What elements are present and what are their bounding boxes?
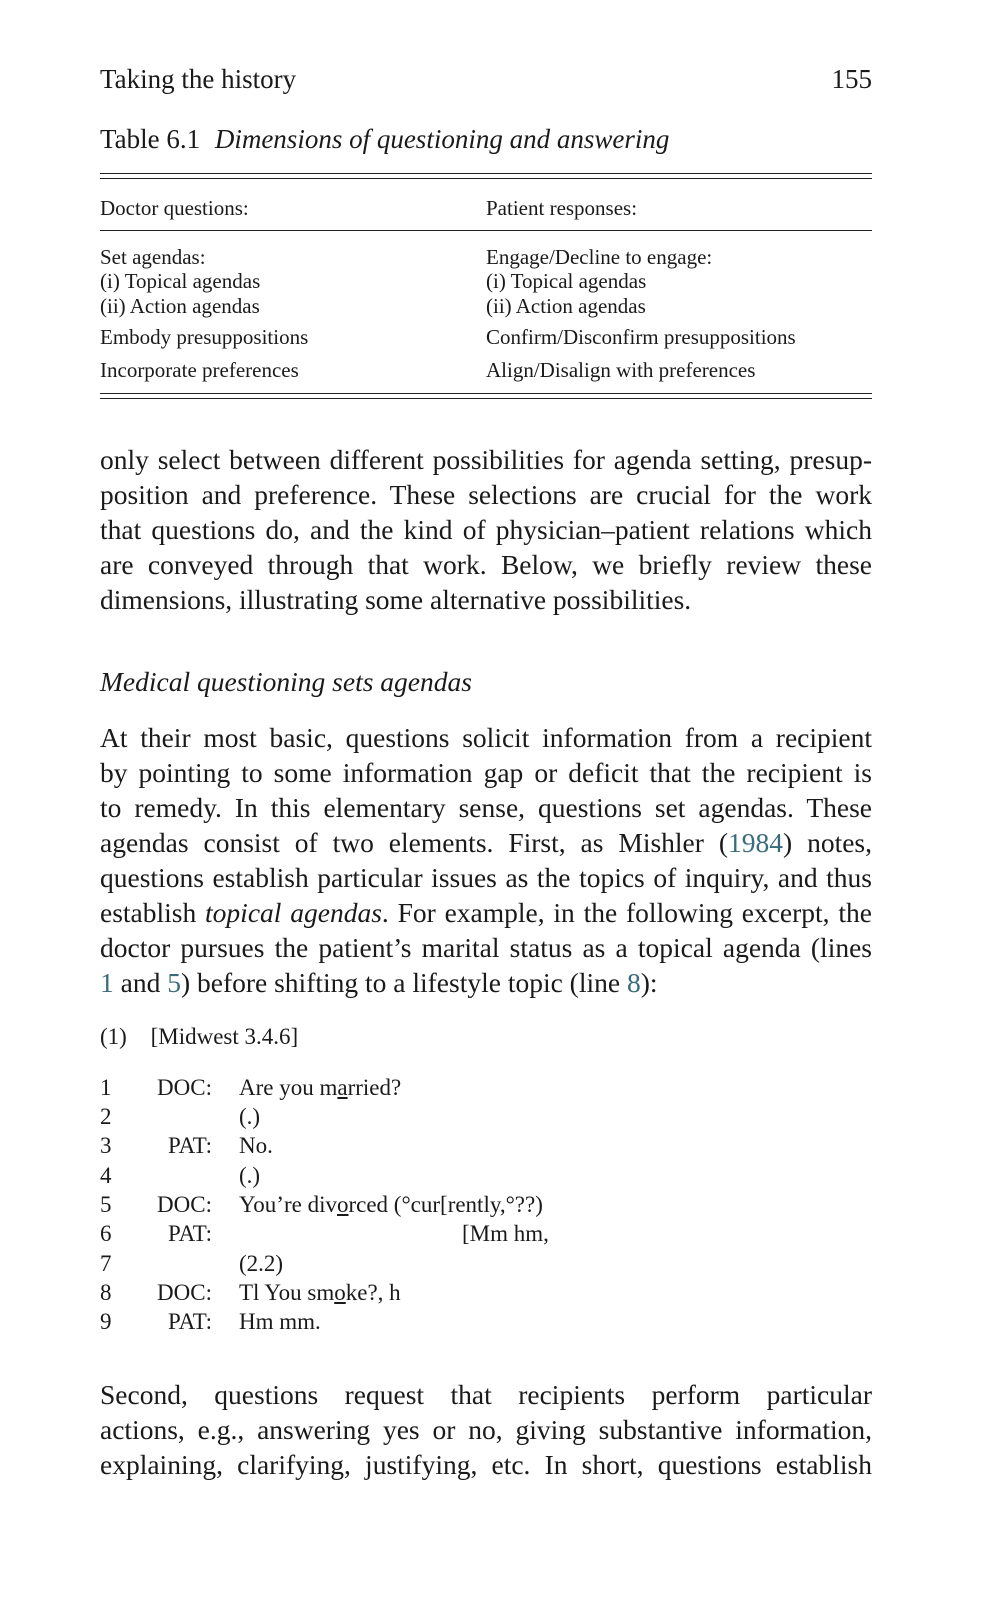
table-top-rule-2 xyxy=(100,178,872,179)
table-caption-label: Table 6.1 xyxy=(100,124,201,154)
text-line: dimensions, illustrating some alternative possibilities. xyxy=(100,584,692,615)
text-line xyxy=(100,895,872,930)
text-line: questions establish particular issues as the topics of inquiry, and thus xyxy=(100,862,872,893)
utterance xyxy=(239,1075,401,1101)
utterance xyxy=(462,1221,549,1247)
line-number: 3 xyxy=(100,1133,112,1158)
table-caption-title: Dimensions of questioning and answering xyxy=(214,124,670,154)
utterance xyxy=(239,1251,283,1277)
text-line: only select between different possibilities for agenda setting, presup- xyxy=(100,444,872,475)
line-number: 2 xyxy=(100,1104,112,1129)
utterance-text: (2.2) xyxy=(239,1251,284,1276)
excerpt-label: [Midwest 3.4.6] xyxy=(150,1024,299,1049)
text-line: that questions do, and the kind of physician–patient relations which xyxy=(100,514,872,545)
transcript-line xyxy=(100,1221,872,1250)
line-ref-link[interactable]: 1 xyxy=(100,967,114,998)
utterance xyxy=(239,1133,273,1159)
utterance-text: rced (°cur[rently,°??) xyxy=(348,1192,543,1217)
stressed-syllable: o xyxy=(336,1192,349,1217)
text-run: ): xyxy=(640,967,658,998)
transcript-line xyxy=(100,1133,872,1162)
utterance-text: You’re div xyxy=(239,1192,337,1217)
table-col-header: Patient responses: xyxy=(486,196,638,220)
utterance-text: No. xyxy=(239,1133,273,1158)
transcript-line xyxy=(100,1163,872,1192)
text-line: by pointing to some information gap or deficit that the recipient is xyxy=(100,757,872,788)
text-run: and xyxy=(113,967,168,998)
line-number: 7 xyxy=(100,1251,112,1276)
stressed-syllable: o xyxy=(334,1280,346,1305)
text-line: actions, e.g., answering yes or no, giving substantive information, xyxy=(100,1414,872,1445)
transcript-line xyxy=(100,1192,872,1221)
utterance-text: Are you m xyxy=(239,1075,338,1100)
transcript-line xyxy=(100,1251,872,1280)
text-line: position and preference. These selections are crucial for the work xyxy=(100,479,872,510)
line-number: 4 xyxy=(100,1163,112,1188)
transcript-line xyxy=(100,1280,872,1309)
line-ref-link[interactable]: 8 xyxy=(626,967,641,998)
table-bottom-rule-2 xyxy=(100,398,872,399)
line-number: 1 xyxy=(100,1075,112,1100)
table-cell: (i) Topical agendas xyxy=(100,269,261,293)
running-title: Taking the history xyxy=(100,64,297,94)
line-ref-link[interactable]: 5 xyxy=(167,967,181,998)
line-number: 9 xyxy=(100,1309,112,1334)
table-cell: (ii) Action agendas xyxy=(100,294,260,318)
speaker-label: DOC: xyxy=(157,1280,212,1305)
utterance-text: [Mm hm, xyxy=(462,1221,549,1246)
text-run: ) notes, xyxy=(783,827,872,858)
page-number: 155 xyxy=(831,64,872,94)
excerpt-header xyxy=(100,1024,298,1050)
text-run: . For example, in the following excerpt, the xyxy=(381,897,872,928)
text-line: are conveyed through that work. Below, we briefly review these xyxy=(100,549,872,580)
table-cell: Confirm/Disconfirm presuppositions xyxy=(486,325,796,349)
text-line: doctor pursues the patient’s marital status as a topical agenda (lines xyxy=(100,932,872,963)
excerpt-number: (1) xyxy=(100,1024,127,1049)
utterance-text: (.) xyxy=(239,1163,261,1188)
speaker-label: DOC: xyxy=(157,1192,212,1217)
utterance xyxy=(239,1192,543,1218)
line-number: 6 xyxy=(100,1221,112,1246)
utterance-text: Hm mm. xyxy=(239,1309,321,1334)
emphasis-term: topical agendas xyxy=(205,897,382,928)
table-cell: Align/Disalign with preferences xyxy=(486,358,756,382)
text-run: agendas consist of two elements. First, as Mishler ( xyxy=(100,827,728,858)
text-line: Second, questions request that recipients perform particular xyxy=(100,1379,872,1410)
table-cell: Engage/Decline to engage: xyxy=(486,245,713,269)
utterance-text: rried? xyxy=(347,1075,402,1100)
table-cell: Incorporate preferences xyxy=(100,358,299,382)
stressed-syllable: a xyxy=(337,1075,348,1100)
text-line xyxy=(100,825,872,860)
utterance-text: ke?, h xyxy=(345,1280,401,1305)
speaker-label: PAT: xyxy=(167,1133,212,1158)
speaker-label: DOC: xyxy=(157,1075,212,1100)
text-run: establish xyxy=(100,897,206,928)
table-cell: Set agendas: xyxy=(100,245,206,269)
body-paragraph xyxy=(100,720,872,1000)
citation-link[interactable]: 1984 xyxy=(728,827,783,858)
table-col-header: Doctor questions: xyxy=(100,196,249,220)
text-line: explaining, clarifying, justifying, etc. In short, questions establish xyxy=(100,1449,872,1480)
transcript-line xyxy=(100,1104,872,1133)
line-number: 5 xyxy=(100,1192,112,1217)
text-line: to remedy. In this elementary sense, questions set agendas. These xyxy=(100,792,872,823)
table-caption xyxy=(100,124,669,155)
section-heading: Medical questioning sets agendas xyxy=(100,666,472,697)
line-number: 8 xyxy=(100,1280,112,1305)
utterance xyxy=(239,1104,260,1130)
text-line: At their most basic, questions solicit information from a recipient xyxy=(100,722,872,753)
text-run: ) before shifting to a lifestyle topic (line xyxy=(180,967,627,998)
utterance-text: Tl You sm xyxy=(239,1280,335,1305)
utterance xyxy=(239,1280,401,1306)
text-line xyxy=(100,965,872,1000)
utterance xyxy=(239,1309,321,1335)
table-cell: Embody presuppositions xyxy=(100,325,309,349)
transcript-line xyxy=(100,1075,872,1104)
speaker-label: PAT: xyxy=(167,1221,212,1246)
table-top-rule xyxy=(100,173,872,174)
table-bottom-rule xyxy=(100,393,872,394)
body-paragraph xyxy=(100,1377,872,1482)
transcript-line xyxy=(100,1309,872,1338)
utterance xyxy=(239,1163,260,1189)
speaker-label: PAT: xyxy=(167,1309,212,1334)
table-header-rule xyxy=(100,230,872,231)
table-cell: (ii) Action agendas xyxy=(486,294,646,318)
table-cell: (i) Topical agendas xyxy=(486,269,647,293)
utterance-text: (.) xyxy=(239,1104,261,1129)
body-paragraph xyxy=(100,442,872,617)
